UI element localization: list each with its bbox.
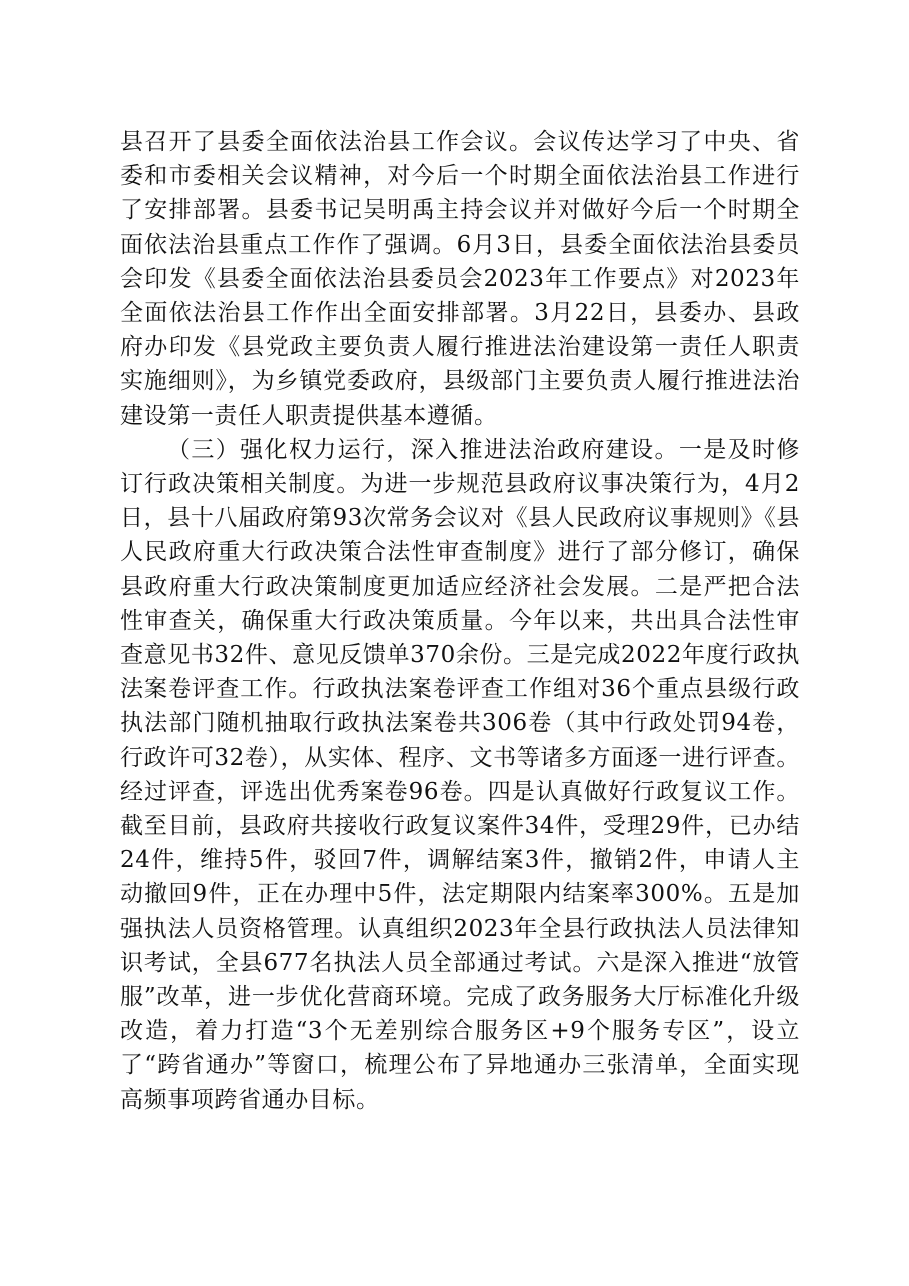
- paragraph-rule-of-law-government: （三）强化权力运行，深入推进法治政府建设。一是及时修订行政决策相关制度。为进一步规范县政府议事决策行为，4月2日，县十八届政府第93次常务会议对《县人民政府议事规则》《县人民政府重大行政决策合法性审查制度》进行了部分修订，确保县政府重大行政决策制度更加适应经济社会发展。二是严把合法性审查关，确保重大行政决策质量。今年以来，共出具合法性审查意见书32件、意见反馈单370余份。三是完成2022年度行政执法案卷评查工作。行政执法案卷评查工作组对36个重点县级行政执法部门随机抽取行政执法案卷共306卷（其中行政处罚94卷，行政许可32卷），从实体、程序、文书等诸多方面逐一进行评查。经过评查，评选出优秀案卷96卷。四是认真做好行政复议工作。截至目前，县政府共接收行政复议案件34件，受理29件，已办结24件，维持5件，驳回7件，调解结案3件，撤销2件，申请人主动撤回9件，正在办理中5件，法定期限内结案率300%。五是加强执法人员资格管理。认真组织2023年全县行政执法人员法律知识考试，全县677名执法人员全部通过考试。六是深入推进“放管服”改革，进一步优化营商环境。完成了政务服务大厅标准化升级改造，着力打造“3个无差别综合服务区+9个服务专区”，设立了“跨省通办”等窗口，梳理公布了异地通办三张清单，全面实现高频事项跨省通办目标。: [120, 436, 800, 1113]
- paragraph-county-meeting: 县召开了县委全面依法治县工作会议。会议传达学习了中央、省委和市委相关会议精神，对今后一个时期全面依法治县工作进行了安排部署。县委书记吴明禹主持会议并对做好今后一个时期全面依法治县重点工作作了强调。6月3日，县委全面依法治县委员会印发《县委全面依法治县委员会2023年工作要点》对2023年全面依法治县工作作出全面安排部署。3月22日，县委办、县政府办印发《县党政主要负责人履行推进法治建设第一责任人职责实施细则》，为乡镇党委政府，县级部门主要负责人履行推进法治建设第一责任人职责提供基本遵循。: [120, 129, 800, 429]
- document-body: [120, 125, 800, 1117]
